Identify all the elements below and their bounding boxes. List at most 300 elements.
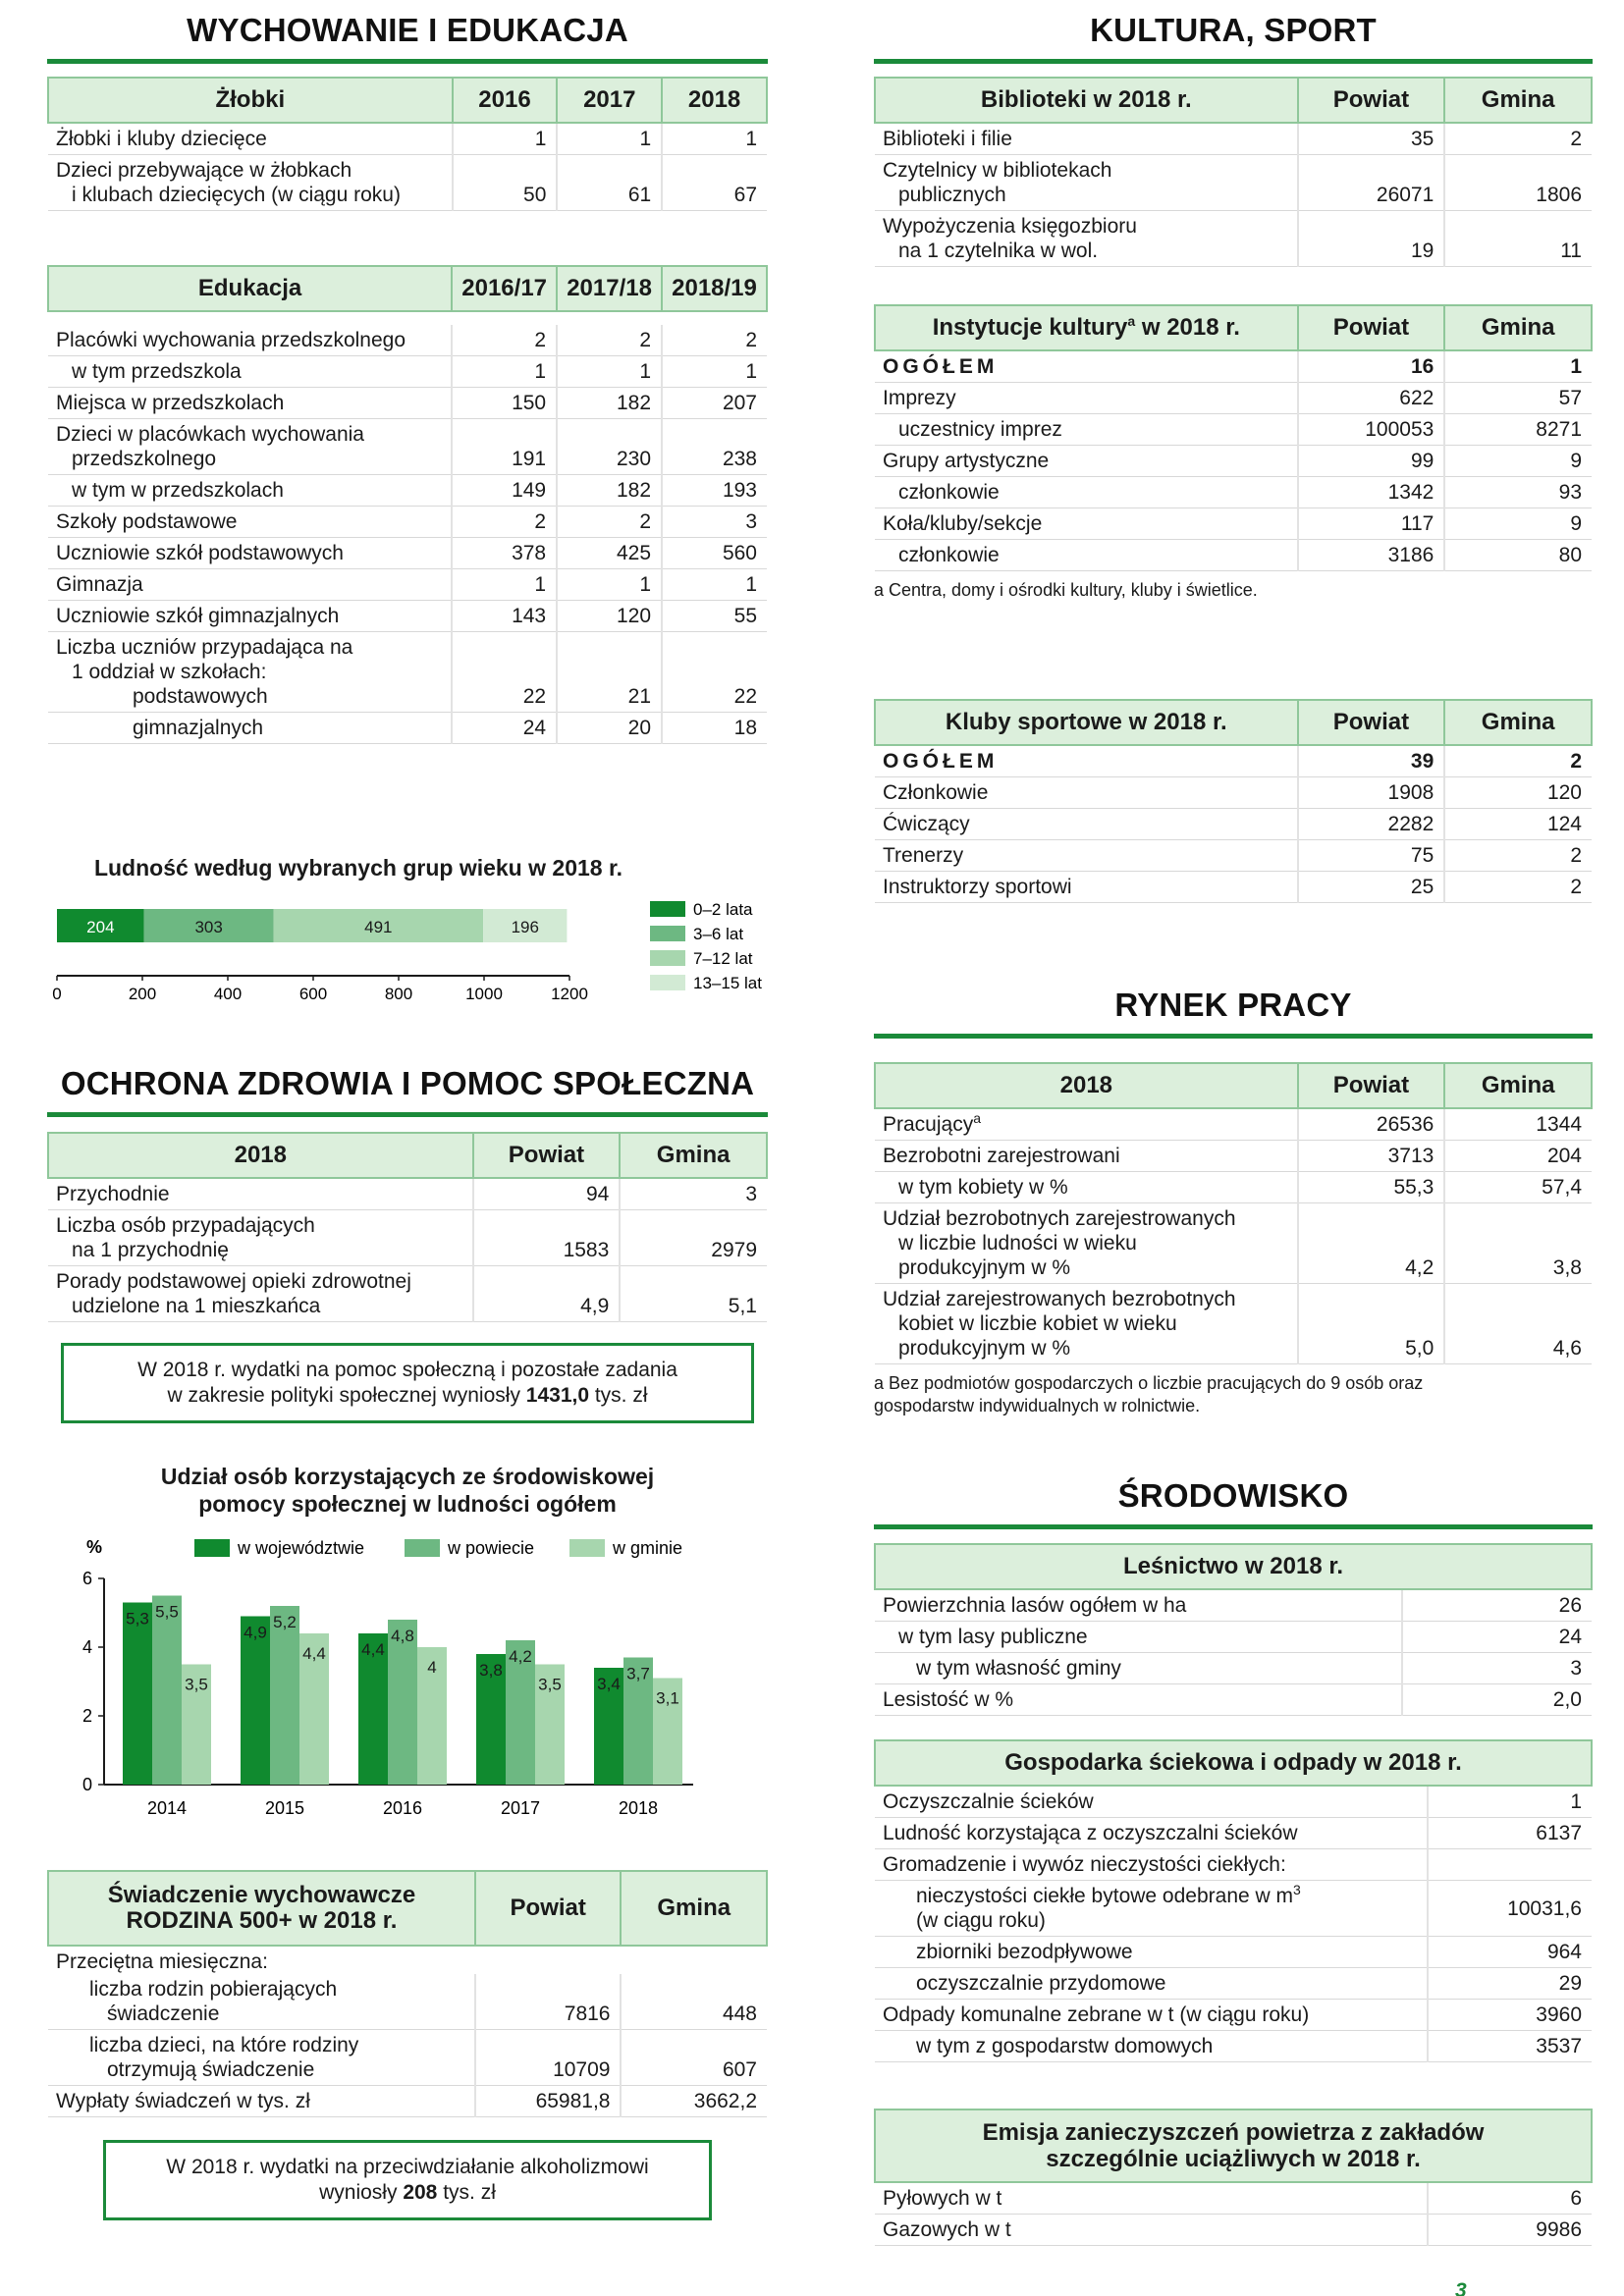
row-label-text: Liczba osób przypadających: [56, 1214, 315, 1237]
legend-swatch: [194, 1539, 230, 1557]
row-label: [875, 2215, 1428, 2246]
row-label: [48, 569, 452, 601]
row-label-text: Udział zarejestrowanych bezrobotnych: [883, 1288, 1236, 1310]
table-cell-value: 3713: [1298, 1141, 1445, 1172]
row-label-text: w tym kobiety w %: [898, 1176, 1068, 1199]
spacer-row: [48, 311, 767, 325]
row-label-text: Bezrobotni zarejestrowani: [883, 1145, 1120, 1167]
table-header-col: 2018/19: [662, 266, 767, 311]
row-label-text: Członkowie: [883, 781, 989, 804]
table-cell-value: 193: [662, 475, 767, 507]
table-row: [875, 1684, 1592, 1716]
row-label-text: produkcyjnym w %: [898, 1337, 1071, 1360]
table-cell-value: 1: [453, 123, 558, 155]
row-label-text: OGÓŁEM: [883, 750, 999, 773]
row-label-text: podstawowych: [133, 685, 268, 708]
table-header-col: Gmina: [1444, 78, 1592, 123]
table-cell-value: 57,4: [1444, 1172, 1592, 1203]
section-title-health: OCHRONA ZDROWIA I POMOC SPOŁECZNA: [60, 1065, 755, 1101]
legend-label: 7–12 lat: [693, 949, 753, 968]
age-chart-svg: [47, 895, 768, 1023]
x-tick-label: 2018: [618, 1798, 659, 1818]
bar-data-label: 491: [364, 918, 393, 936]
table-cell-value: 1: [662, 123, 767, 155]
bar-data-label: 196: [511, 918, 539, 936]
row-label-text: Trenerzy: [883, 844, 964, 867]
table-row: [48, 123, 767, 155]
table-cell-value: 67: [662, 155, 767, 211]
callout-line-2: [124, 2180, 691, 2206]
table-cell-value: 3960: [1428, 2000, 1592, 2031]
table-row: [875, 414, 1592, 446]
footnote-marker: 3: [1293, 1882, 1301, 1897]
table-cell-value: 622: [1298, 383, 1445, 414]
legend-label: w gminie: [613, 1538, 683, 1558]
table-cell-value: 8271: [1444, 414, 1592, 446]
table-cell-value: 5,0: [1298, 1284, 1445, 1364]
row-label-text: 1 oddział w szkołach:: [72, 661, 267, 683]
row-label-text: liczba rodzin pobierających: [89, 1978, 338, 2001]
y-axis-unit: %: [85, 1537, 103, 1557]
row-label: [875, 809, 1298, 840]
table-zdrowie: [47, 1132, 768, 1322]
table-cell-value: 80: [1444, 540, 1592, 571]
x-tick-label: 2016: [382, 1798, 423, 1818]
row-label: [48, 1974, 475, 2030]
section-rule: [47, 1112, 768, 1117]
bar-data-label: 3,4: [597, 1675, 621, 1693]
table-cell-value: 378: [452, 538, 557, 569]
row-label: [875, 1968, 1428, 2000]
row-label-text: Przeciętna miesięczna:: [56, 1950, 268, 1973]
table-cell-value: 9: [1444, 508, 1592, 540]
row-label-text: Pyłowych w t: [883, 2187, 1002, 2210]
bar-data-label: 3,7: [626, 1664, 650, 1683]
table-header-col: 2017: [557, 78, 662, 123]
row-label: [48, 325, 452, 356]
table-row: [48, 507, 767, 538]
row-label-text: Placówki wychowania przedszkolnego: [56, 329, 406, 351]
table-row: [875, 1653, 1592, 1684]
table-cell-value: 19: [1298, 211, 1445, 267]
row-label-text: w tym własność gminy: [916, 1657, 1121, 1680]
table-cell-value: 1: [452, 356, 557, 388]
section-title-culture: KULTURA, SPORT: [1090, 12, 1377, 48]
table-cell-value: 2282: [1298, 809, 1445, 840]
table-cell-value: 24: [1402, 1622, 1592, 1653]
table-cell-value: 6137: [1428, 1818, 1592, 1849]
bar-data-label: 3,5: [185, 1675, 208, 1694]
table-cell-value: 16: [1298, 350, 1445, 383]
table-cell-value: 93: [1444, 477, 1592, 508]
row-label-text: Grupy artystyczne: [883, 450, 1050, 472]
row-label-text: świadczenie: [107, 2002, 220, 2025]
legend-swatch: [405, 1539, 440, 1557]
table-row: [875, 1203, 1592, 1284]
section-rule: [874, 59, 1593, 64]
table-row: [875, 1589, 1592, 1622]
footnote-line: gospodarstw indywidualnych w rolnictwie.: [874, 1396, 1201, 1415]
table-row: [875, 1849, 1592, 1881]
row-label: [875, 840, 1298, 872]
table-cell-value: 150: [452, 388, 557, 419]
row-label: [875, 1653, 1402, 1684]
row-label-text: OGÓŁEM: [883, 355, 999, 378]
table-cell-value: 22: [662, 632, 767, 713]
table-header-row: [875, 305, 1592, 350]
chart-title-line-2: pomocy społecznej w ludności ogółem: [198, 1491, 617, 1517]
row-label-text: Gromadzenie i wywóz nieczystości ciekłych:: [883, 1853, 1286, 1876]
row-label: [875, 1141, 1298, 1172]
table-cell-value: 149: [452, 475, 557, 507]
table-cell-value: 1: [1428, 1786, 1592, 1818]
table-cell-value: 1: [662, 569, 767, 601]
row-label-text: Szkoły podstawowe: [56, 510, 238, 533]
row-label: [48, 2030, 475, 2086]
table-cell-value: 94: [473, 1178, 621, 1210]
table-cell-value: 26: [1402, 1589, 1592, 1622]
table-emisja: [874, 2109, 1593, 2246]
table-header-col: Gmina: [620, 1133, 767, 1178]
bar-data-label: 5,5: [155, 1602, 179, 1622]
legend-swatch: [650, 975, 685, 990]
table-header-title: Edukacja: [48, 266, 452, 311]
table-cell-value: 560: [662, 538, 767, 569]
row-label-text: kobiet w liczbie kobiet w wieku: [898, 1312, 1177, 1335]
table-rynek: [874, 1062, 1593, 1417]
table-cell-value: 204: [1444, 1141, 1592, 1172]
footnote-marker: a: [1127, 313, 1136, 329]
callout-text: wyniosły: [319, 2181, 404, 2204]
table-cell-value: 100053: [1298, 414, 1445, 446]
x-tick-label: 1200: [551, 985, 588, 1003]
row-label: [48, 632, 452, 713]
table-cell-value: 207: [662, 388, 767, 419]
table-row: [875, 840, 1592, 872]
section-culture: [874, 12, 1593, 64]
table-cell-value: 57: [1444, 383, 1592, 414]
table-header-title: Gospodarka ściekowa i odpady w 2018 r.: [875, 1740, 1592, 1786]
footnote-instytucje: a Centra, domy i ośrodki kultury, kluby i świetlice.: [874, 580, 1258, 600]
footnote-line: a Bez podmiotów gospodarczych o liczbie pracujących do 9 osób oraz: [874, 1373, 1424, 1393]
table-row: [875, 477, 1592, 508]
table-cell-value: 18: [662, 713, 767, 744]
row-label-text: i klubach dziecięcych (w ciągu roku): [72, 184, 401, 206]
table-cell-value: 182: [557, 475, 662, 507]
table-cell-value: 117: [1298, 508, 1445, 540]
table-row: [48, 601, 767, 632]
section-title-labor: RYNEK PRACY: [1114, 987, 1352, 1023]
row-label: [875, 1937, 1428, 1968]
table-header-col: 2018: [662, 78, 767, 123]
bar-data-label: 4,8: [391, 1627, 414, 1645]
x-tick-label: 2014: [146, 1798, 188, 1818]
table-cell-value: 238: [662, 419, 767, 475]
legend-swatch: [650, 950, 685, 966]
table-row: [875, 446, 1592, 477]
table-cell-value: 120: [557, 601, 662, 632]
chart-title-social: [47, 1463, 768, 1518]
table-row: [875, 2182, 1592, 2215]
y-tick-label: 4: [81, 1637, 92, 1657]
row-label-text: nieczystości ciekłe bytowe odebrane w m: [916, 1885, 1294, 1907]
x-tick-label: 2017: [500, 1798, 541, 1818]
x-tick-label: 1000: [465, 985, 503, 1003]
callout-value: 1431,0: [525, 1384, 590, 1407]
row-label-text: Gimnazja: [56, 573, 143, 596]
chart-age-groups: [47, 854, 768, 1028]
table-header-title: Leśnictwo w 2018 r.: [875, 1544, 1592, 1589]
section-environment: [874, 1477, 1593, 1529]
table-header-row: [875, 1063, 1592, 1108]
table-cell-value: 10031,6: [1428, 1881, 1592, 1937]
table-cell-value: 99: [1298, 446, 1445, 477]
bar-data-label: 3,1: [656, 1688, 679, 1708]
section-rule: [874, 1524, 1593, 1529]
table-header-title: [48, 1871, 475, 1946]
table-cell-value: 5,1: [620, 1266, 767, 1322]
section-title-environment: ŚRODOWISKO: [1117, 1477, 1349, 1514]
callout-value: 208: [403, 2181, 438, 2204]
table-cell-value: 1806: [1444, 155, 1592, 211]
table-cell-value: 1: [1444, 350, 1592, 383]
table-header-line: RODZINA 500+ w 2018 r.: [126, 1907, 398, 1934]
row-label: [875, 540, 1298, 571]
legend-swatch: [569, 1539, 605, 1557]
table-row: [875, 1818, 1592, 1849]
row-label-text: Koła/kluby/sekcje: [883, 512, 1043, 535]
row-label-text: Oczyszczalnie ścieków: [883, 1790, 1094, 1813]
table-row: [875, 1786, 1592, 1818]
row-label: [48, 1178, 473, 1210]
bar-data-label: 4,9: [244, 1623, 267, 1642]
table-header-title: Kluby sportowe w 2018 r.: [875, 700, 1298, 745]
y-tick-label: 6: [81, 1569, 92, 1588]
x-tick-label: 200: [128, 985, 157, 1003]
table-header-line: Emisja zanieczyszczeń powietrza z zakładów: [982, 2119, 1485, 2146]
bar-data-label: 4: [427, 1658, 437, 1677]
table-cell-value: 2: [1444, 840, 1592, 872]
row-label-text: Pracujący: [883, 1113, 974, 1136]
table-row: [48, 569, 767, 601]
callout-text: tys. zł: [437, 2181, 496, 2204]
row-label: [875, 2000, 1428, 2031]
table-row: [875, 1968, 1592, 2000]
row-label-text: Biblioteki i filie: [883, 128, 1012, 150]
row-label: [875, 2031, 1428, 2062]
table-header-title: Biblioteki w 2018 r.: [875, 78, 1298, 123]
row-label: [48, 388, 452, 419]
row-label-text: Ludność korzystająca z oczyszczalni ścieków: [883, 1822, 1298, 1844]
table-header-col: Gmina: [1444, 700, 1592, 745]
row-label-text: Dzieci przebywające w żłobkach: [56, 159, 352, 182]
table-cell-value: 1342: [1298, 477, 1445, 508]
table-rodzina: [47, 1870, 768, 2117]
table-row: [48, 475, 767, 507]
table-row: [875, 1622, 1592, 1653]
table-cell-value: 75: [1298, 840, 1445, 872]
bar-data-label: 204: [86, 918, 115, 936]
table-header-row: [48, 1133, 767, 1178]
table-row: [875, 872, 1592, 903]
table-row: [48, 155, 767, 211]
row-label-text: otrzymują świadczenie: [107, 2058, 315, 2081]
row-label: [48, 507, 452, 538]
table-row: [48, 2086, 767, 2117]
table-cell-value: 3: [620, 1178, 767, 1210]
row-label: [48, 601, 452, 632]
x-tick-label: 2015: [264, 1798, 305, 1818]
row-label-text: zbiorniki bezodpływowe: [916, 1941, 1133, 1963]
bar-data-label: 4,4: [302, 1644, 326, 1663]
row-label: [875, 872, 1298, 903]
table-cell-value: 61: [557, 155, 662, 211]
row-label-text: Porady podstawowej opieki zdrowotnej: [56, 1270, 411, 1293]
legend-label: 0–2 lata: [693, 900, 753, 919]
row-label-text: oczyszczalnie przydomowe: [916, 1972, 1166, 1995]
table-header-col: Powiat: [1298, 1063, 1445, 1108]
table-row: [48, 1266, 767, 1322]
table-cell-value: 3662,2: [621, 2086, 767, 2117]
row-label-text: gimnazjalnych: [133, 717, 264, 739]
row-label-text: Żłobki i kluby dziecięce: [56, 128, 267, 150]
callout-box: [103, 2140, 712, 2220]
table-row: [48, 325, 767, 356]
x-tick-label: 600: [298, 985, 328, 1003]
row-label-text: w tym w przedszkolach: [72, 479, 284, 502]
table-cell-value: 230: [557, 419, 662, 475]
row-label: [875, 414, 1298, 446]
table-cell-value: 607: [621, 2030, 767, 2086]
row-label: [48, 538, 452, 569]
table-kluby: [874, 699, 1593, 903]
table-biblioteki: [874, 77, 1593, 267]
row-label: [48, 155, 453, 211]
footnote-rynek: [874, 1372, 1593, 1417]
table-header-row: [48, 1871, 767, 1946]
y-tick-label: 0: [81, 1775, 92, 1794]
row-label: [875, 1849, 1428, 1881]
table-header-col: Powiat: [1298, 700, 1445, 745]
row-label-text: Uczniowie szkół podstawowych: [56, 542, 344, 564]
y-tick-label: 2: [81, 1706, 92, 1726]
table-row: [48, 1210, 767, 1266]
table-cell-value: 50: [453, 155, 558, 211]
table-cell-value: 1583: [473, 1210, 621, 1266]
row-label: [875, 383, 1298, 414]
row-label-text: liczba dzieci, na które rodziny: [89, 2034, 359, 2056]
table-row: [875, 1937, 1592, 1968]
table-cell-value: 4,2: [1298, 1203, 1445, 1284]
table-header-col: Gmina: [1444, 305, 1592, 350]
table-cell-value: 2: [1444, 745, 1592, 777]
table-header-col: Powiat: [1298, 78, 1445, 123]
row-label: [875, 2182, 1428, 2215]
x-tick-label: 800: [384, 985, 413, 1003]
row-label-text: Dzieci w placówkach wychowania: [56, 423, 364, 446]
table-cell-value: 2,0: [1402, 1684, 1592, 1716]
callout-alcohol: [47, 2140, 768, 2220]
table-header-col: 2016/17: [452, 266, 557, 311]
table-row: [875, 540, 1592, 571]
table-header-row: [48, 78, 767, 123]
bar-data-label: 3,8: [479, 1661, 503, 1680]
table-cell-value: 20: [557, 713, 662, 744]
table-cell-value: 4,9: [473, 1266, 621, 1322]
row-label-text: Imprezy: [883, 387, 956, 409]
legend-swatch: [650, 901, 685, 917]
row-label-text: Czytelnicy w bibliotekach: [883, 159, 1112, 182]
table-row: [875, 1172, 1592, 1203]
table-cell-value: 1908: [1298, 777, 1445, 809]
row-label: [875, 155, 1298, 211]
table-header-col: 2017/18: [557, 266, 662, 311]
section-rule: [47, 59, 768, 64]
table-header-row: [875, 78, 1592, 123]
table-cell-value: 26536: [1298, 1108, 1445, 1141]
table-cell-value: 425: [557, 538, 662, 569]
row-label: [875, 777, 1298, 809]
row-label: [875, 1108, 1298, 1141]
row-label: [48, 123, 453, 155]
table-row: [875, 383, 1592, 414]
row-label-text: uczestnicy imprez: [898, 418, 1062, 441]
table-cell-value: 9986: [1428, 2215, 1592, 2246]
table-row: [48, 1946, 767, 1974]
chart-title-line-1: Udział osób korzystających ze środowiskowej: [160, 1464, 655, 1489]
row-label: [875, 1684, 1402, 1716]
bar-data-label: 4,2: [509, 1647, 532, 1666]
row-label-text: Wypożyczenia księgozbioru: [883, 215, 1137, 238]
row-label-text: produkcyjnym w %: [898, 1256, 1071, 1279]
table-cell-value: 29: [1428, 1968, 1592, 2000]
x-tick-label: 0: [52, 985, 62, 1003]
table-row: [875, 1284, 1592, 1364]
row-label-text: Powierzchnia lasów ogółem w ha: [883, 1594, 1187, 1617]
legend-label: 3–6 lat: [693, 925, 744, 943]
legend-label: 13–15 lat: [693, 974, 762, 992]
table-cell-value: 55,3: [1298, 1172, 1445, 1203]
table-cell-value: 2: [557, 507, 662, 538]
table-cell-value: 2: [452, 325, 557, 356]
row-label: [48, 1210, 473, 1266]
footnote-marker: a: [973, 1110, 981, 1126]
table-row: [48, 388, 767, 419]
table-zlobki: [47, 77, 768, 211]
table-cell-value: 2: [452, 507, 557, 538]
table-cell-value: 21: [557, 632, 662, 713]
table-cell-value: 4,6: [1444, 1284, 1592, 1364]
table-cell-value: 3186: [1298, 540, 1445, 571]
section-education: [47, 12, 768, 64]
table-cell-value: 2: [1444, 872, 1592, 903]
table-row: [875, 1108, 1592, 1141]
table-cell-value: 6: [1428, 2182, 1592, 2215]
callout-text: tys. zł: [589, 1384, 648, 1407]
table-cell-value: 1: [557, 569, 662, 601]
table-header-title: Żłobki: [48, 78, 453, 123]
row-label-text: Ćwiczący: [883, 813, 970, 835]
row-label: [875, 350, 1298, 383]
chart-title-age: Ludność według wybranych grup wieku w 2018 r.: [93, 855, 623, 881]
table-cell-value: 9: [1444, 446, 1592, 477]
table-header-row: [875, 1544, 1592, 1589]
row-label-text: Wypłaty świadczeń w tys. zł: [56, 2090, 310, 2112]
row-label-text: Liczba uczniów przypadająca na: [56, 636, 353, 659]
table-row: [48, 356, 767, 388]
row-label: [48, 2086, 475, 2117]
table-cell-value: 1: [557, 356, 662, 388]
